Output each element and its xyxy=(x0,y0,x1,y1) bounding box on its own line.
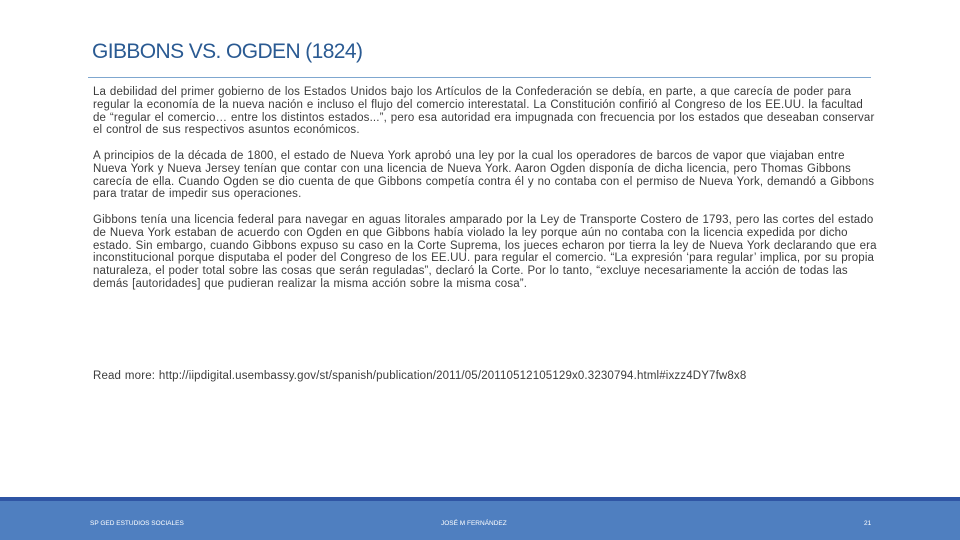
title-divider xyxy=(88,77,871,78)
footer-course-label: SP GED ESTUDIOS SOCIALES xyxy=(90,520,184,527)
paragraph-new-york-law: A principios de la década de 1800, el estado de Nueva York aprobó una ley por la cual los operadores de barcos de vapor que viajaban entre Nueva York y Nueva Jersey tenían que contar con una licencia de Nueva York. Aaron Ogden disponía de dicha licencia, pero Thomas Gibbons carecía de ella. Cuando Ogden se dio cuenta de que Gibbons competía contra él y no contaba con el permiso de Nueva York, demandó a Gibbons para tratar de impedir sus operaciones. xyxy=(93,150,875,201)
paragraph-supreme-court-ruling: Gibbons tenía una licencia federal para navegar en aguas litorales amparado por la Ley de Transporte Costero de 1793, pero las cortes del estado de Nueva York estaban de acuerdo con Ogden en que Gibbons había violado la ley porque aún no contaba con la licencia expedida por dicho estado. Sin embargo, cuando Gibbons expuso su caso en la Corte Suprema, los jueces echaron por tierra la ley de Nueva York declarando que era inconstitucional porque disputaba el poder del Congreso de los EE.UU. para regular el comercio. “La expresión ‘para regular’ implica, por su propia naturaleza, el poder total sobre las cosas que serán reguladas”, declaró la Corte. Por lo tanto, “excluye necesariamente la acción de todas las demás [autoridades] que pudieran realizar la misma acción sobre la misma cosa”. xyxy=(93,214,877,290)
footer-author: JOSÉ M FERNÁNDEZ xyxy=(441,520,507,527)
slide-number: 21 xyxy=(864,520,872,527)
paragraph-articles-of-confederation: La debilidad del primer gobierno de los Estados Unidos bajo los Artículos de la Confederación se debía, en parte, a que carecía de poder para regular la economía de la nueva nación e incluso el flujo del comercio interestatal. La Constitución confirió al Congreso de los EE.UU. la facultad de “regular el comercio… entre los distintos estados...”, pero esa autoridad era impugnada con frecuencia por los estados que deseaban conservar el control de sus respectivos asuntos económicos. xyxy=(93,86,875,137)
read-more-link[interactable]: Read more: http://iipdigital.usembassy.gov/st/spanish/publication/2011/05/20110512105129x0.3230794.html#ixzz4DY7fw8x8 xyxy=(93,370,747,382)
footer-bar xyxy=(0,497,960,540)
slide-title: GIBBONS VS. OGDEN (1824) xyxy=(92,40,363,63)
